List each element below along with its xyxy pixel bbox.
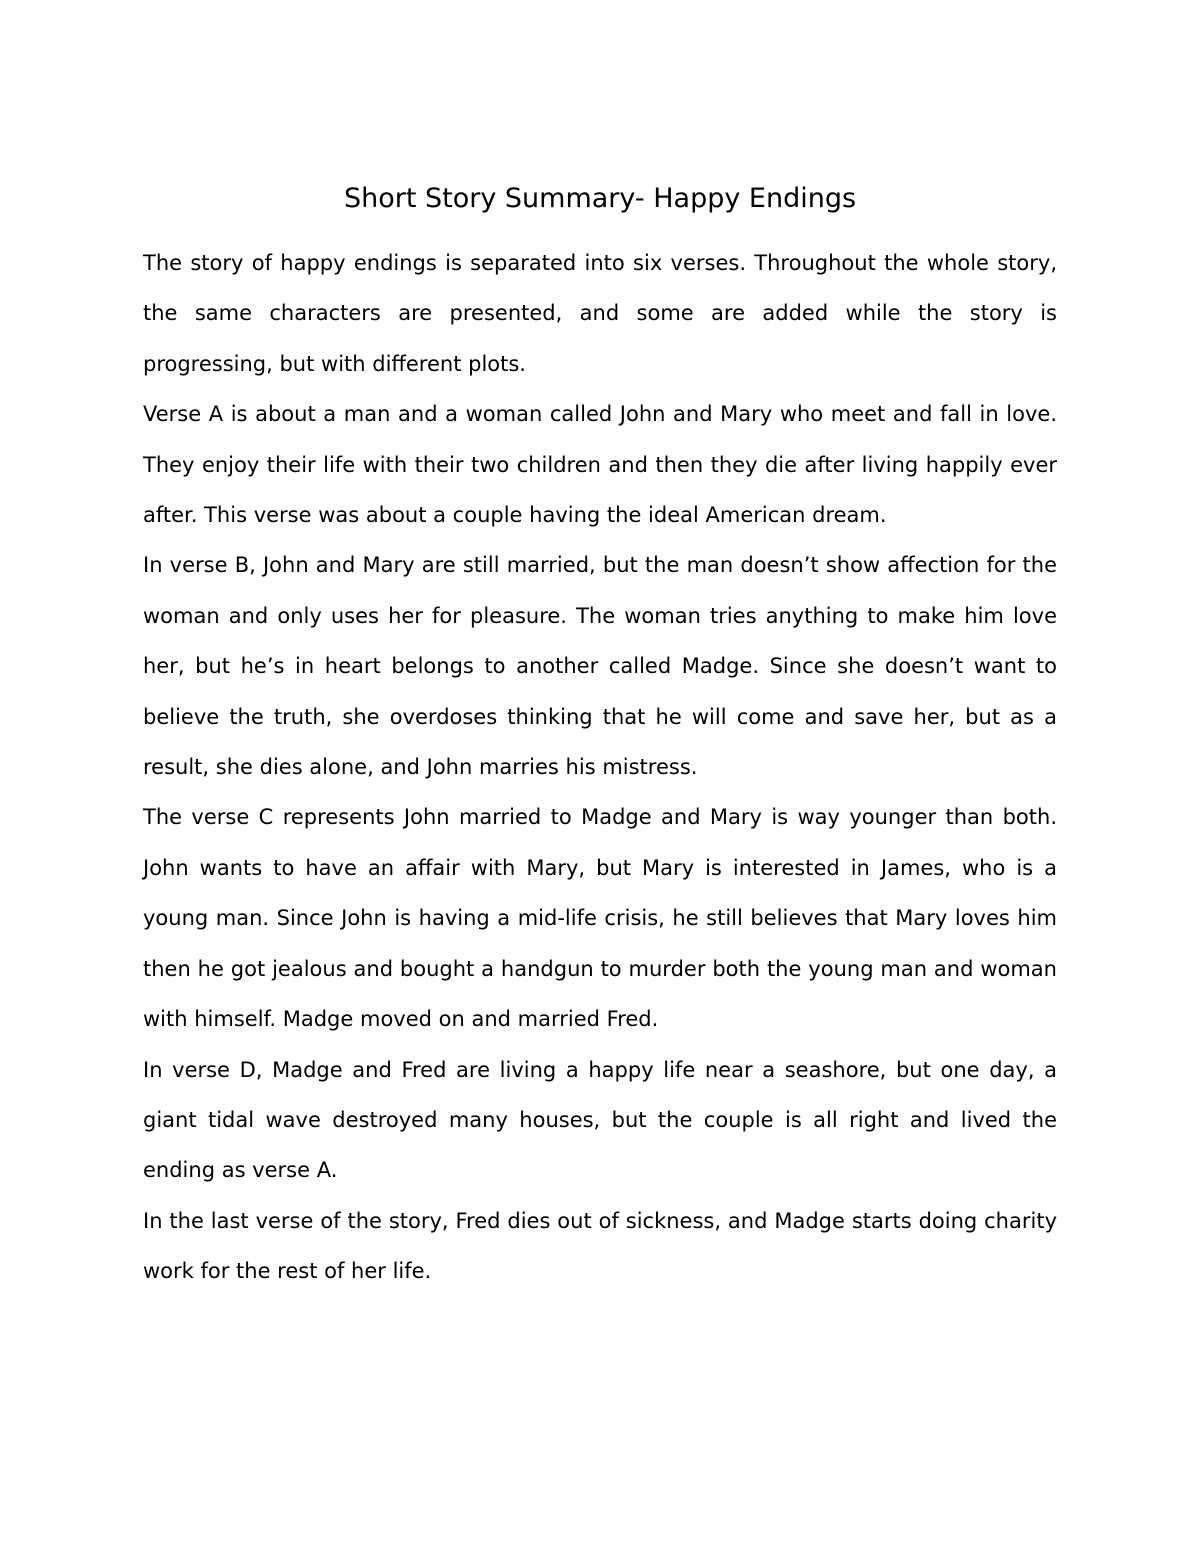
paragraph-verse-b: In verse B, John and Mary are still married, but the man doesn’t show affection for the woman and only uses her for pleasure. The woman tries anything to make him love her, but he’s in heart belongs to another called Madge. Since she doesn’t want to believe the truth, she overdoses thinking that he will come and save her, but as a result, she dies alone, and John marries his mistress. [143, 553, 1057, 780]
paragraph-verse-c: The verse C represents John married to Madge and Mary is way younger than both. John wants to have an affair with Mary, but Mary is interested in James, who is a young man. Since John is having a mid-life crisis, he still believes that Mary loves him then he got jealous and bought a handgun to murder both the young man and woman with himself. Madge moved on and married Fred. [143, 805, 1057, 1032]
document-body [143, 178, 1057, 1297]
paragraph-verse-a: Verse A is about a man and a woman called John and Mary who meet and fall in love. They enjoy their life with their two children and then they die after living happily ever after. This verse was about a couple having the ideal American dream. [143, 402, 1057, 528]
paragraph-verse-d: In verse D, Madge and Fred are living a happy life near a seashore, but one day, a giant tidal wave destroyed many houses, but the couple is all right and lived the ending as verse A. [143, 1057, 1057, 1183]
document-title: Short Story Summary- Happy Endings [343, 183, 857, 214]
paragraph-last-verse: In the last verse of the story, Fred dies out of sickness, and Madge starts doing charity work for the rest of her life. [143, 1208, 1057, 1284]
paragraph-intro: The story of happy endings is separated into six verses. Throughout the whole story, the same characters are presented, and some are added while the story is progressing, but with different plots. [143, 251, 1057, 376]
